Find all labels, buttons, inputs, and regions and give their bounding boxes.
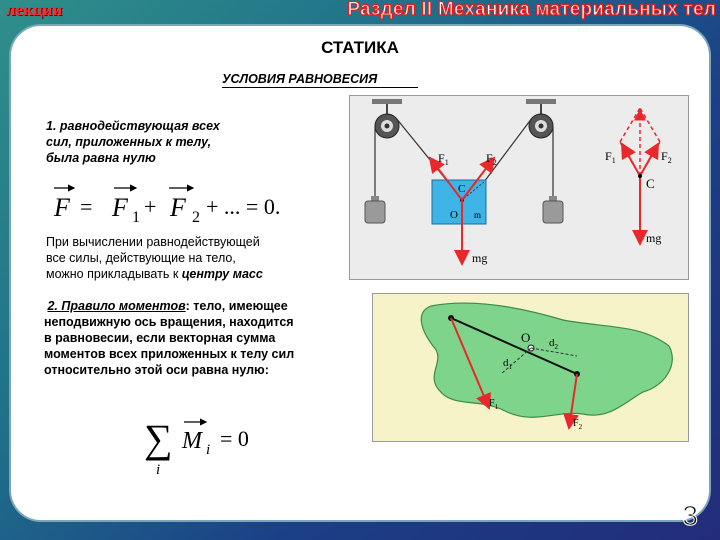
label-O: O	[450, 209, 458, 221]
rule-line: в равновесии, если векторная сумма	[44, 331, 276, 345]
label-O2: O	[521, 330, 531, 345]
moment-eq: = 0	[220, 426, 249, 451]
label-F2-right: $F_2$	[661, 149, 672, 165]
slide-title: СТАТИКА	[321, 38, 399, 57]
formula-F2: F	[170, 193, 186, 222]
label-d1: $d_1$	[503, 357, 512, 371]
note-line: При вычислении равнодействующей	[46, 235, 260, 249]
header-section-title: Раздел II Механика материальных тел	[347, 0, 716, 20]
formula-eq: =	[80, 194, 93, 219]
pulley-left	[375, 114, 399, 138]
note-line	[46, 266, 263, 282]
moment-M: M	[182, 428, 202, 454]
pulley-diagram	[350, 96, 688, 279]
note-prefix: можно прикладывать к	[46, 267, 182, 281]
formula-F1: F	[112, 193, 128, 222]
force-F2-right	[640, 144, 658, 176]
page-number: 3	[682, 500, 698, 531]
condition-1-line: была равна нулю	[46, 151, 156, 165]
pulley-equilibrium-figure	[349, 95, 689, 280]
rule-line: моментов всех приложенных к телу сил	[44, 347, 295, 361]
label-F2-lamina: $F_2$	[573, 418, 583, 431]
moment-sum-formula	[140, 410, 280, 478]
label-mg-right: mg	[646, 231, 662, 245]
ceiling-mount-left	[372, 99, 402, 104]
moment-rule-text	[44, 298, 294, 378]
lamina-diagram	[373, 294, 688, 441]
ceiling-mount-right	[526, 99, 556, 104]
label-F2: $F_2$	[486, 151, 497, 167]
formula-plus: +	[144, 194, 157, 219]
rule-line: относительно этой оси равна нулю:	[44, 363, 269, 377]
rule-line: неподвижную ось вращения, находится	[44, 315, 294, 329]
subtitle-underline	[222, 87, 418, 88]
condition-1-line: 1. равнодействующая всех	[46, 119, 220, 133]
label-d2: $d_2$	[549, 337, 558, 351]
label-mg: mg	[472, 251, 488, 265]
force-F1-right	[622, 144, 640, 176]
sum-index: i	[156, 462, 161, 478]
formula-sub2: 2	[192, 209, 200, 226]
center-of-mass-note	[46, 234, 263, 282]
moment-sub: i	[206, 442, 211, 458]
condition-1-text	[46, 118, 220, 166]
note-line: все силы, действующие на тело,	[46, 251, 236, 265]
rule-rest: : тело, имеющее	[185, 299, 288, 313]
rule-num: 2.	[47, 299, 62, 313]
formula-tail: + ... = 0.	[206, 194, 281, 219]
sum-symbol: ∑	[144, 416, 173, 461]
rule-name: Правило моментов	[61, 299, 186, 313]
header-lectures: лекции	[6, 0, 63, 19]
formula-F: F	[54, 193, 70, 222]
label-C: C	[458, 183, 466, 195]
rule-line	[44, 298, 294, 314]
note-emphasis: центру масс	[181, 267, 263, 281]
resultant-force-formula	[44, 180, 304, 226]
formula-sub1: 1	[132, 209, 140, 226]
weight-left	[365, 196, 385, 223]
slide-subtitle: УСЛОВИЯ РАВНОВЕСИЯ	[222, 72, 378, 86]
condition-1-line: сил, приложенных к телу,	[46, 135, 212, 149]
label-F1-lamina: $F_1$	[489, 398, 499, 411]
pulley-right	[529, 114, 553, 138]
label-m: m	[474, 210, 482, 220]
label-C-right: C	[646, 176, 655, 191]
moment-rule-figure	[372, 293, 689, 442]
label-F1: $F_1$	[438, 151, 449, 167]
weight-right	[543, 196, 563, 223]
label-F1-right: $F_1$	[605, 149, 616, 165]
